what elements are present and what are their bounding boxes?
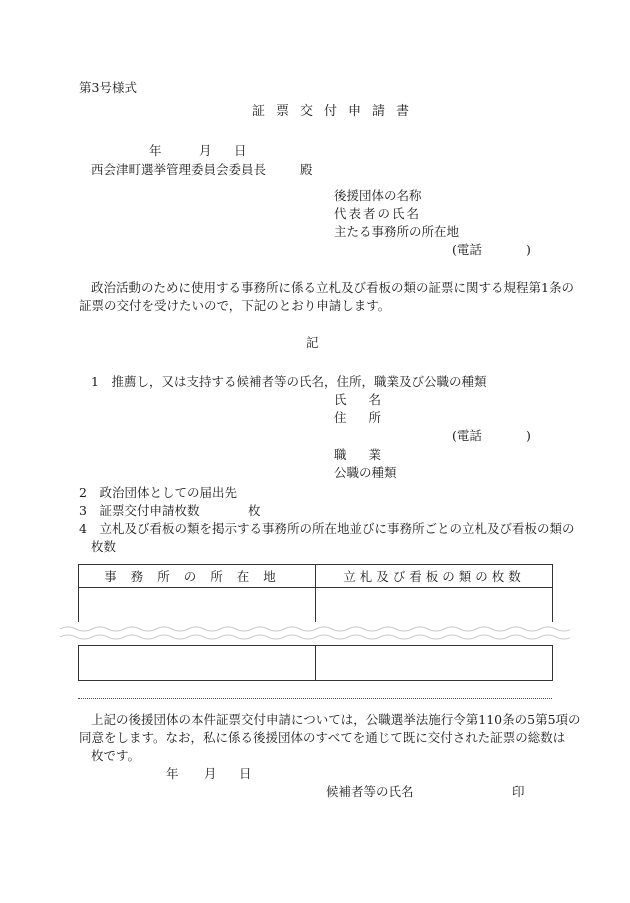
item4-text-line2: 枚数 bbox=[91, 539, 117, 554]
consent-line3: 枚です。 bbox=[91, 748, 141, 763]
consent-date-month: 月 bbox=[204, 766, 217, 781]
dotted-separator bbox=[78, 698, 552, 699]
form-number: 第3号様式 bbox=[79, 80, 137, 95]
rep-name-label: 代表者の氏名 bbox=[334, 206, 422, 221]
office-table-continued bbox=[78, 645, 553, 681]
item3-unit: 枚 bbox=[248, 503, 261, 518]
addressee-name: 西会津町選挙管理委員会委員長 bbox=[91, 162, 267, 177]
torn-wave-lines bbox=[60, 622, 570, 644]
sign-count-cell[interactable] bbox=[316, 588, 553, 623]
candidate-phone-open: (電話 bbox=[452, 428, 482, 443]
date-year-label: 年 bbox=[149, 143, 162, 158]
candidate-occupation-label: 職業 bbox=[334, 447, 404, 462]
ki-heading: 記 bbox=[306, 335, 319, 350]
candidate-office-type-label: 公職の種類 bbox=[334, 465, 397, 480]
body-text-line1: 政治活動のために使用する事務所に係る立札及び看板の類の証票に関する規程第1条の bbox=[91, 280, 574, 295]
item3-text: 3 証票交付申請枚数 bbox=[79, 503, 200, 518]
document-title: 証票交付申請書 bbox=[252, 104, 421, 119]
office-address-cell[interactable] bbox=[79, 646, 316, 681]
date-day-label: 日 bbox=[234, 143, 247, 158]
applicant-phone-open: (電話 bbox=[452, 242, 482, 257]
seal-mark: 印 bbox=[512, 784, 525, 799]
candidate-phone-close: ) bbox=[526, 428, 531, 443]
consent-date-day: 日 bbox=[239, 766, 252, 781]
consent-line1: 上記の後援団体の本件証票交付申請については，公職選挙法施行令第110条の5第5項の bbox=[91, 712, 581, 727]
candidate-signature-label: 候補者等の氏名 bbox=[326, 784, 414, 799]
candidate-address-label: 住所 bbox=[334, 410, 404, 425]
applicant-phone-close: ) bbox=[526, 242, 531, 257]
item2-text: 2 政治団体としての届出先 bbox=[79, 485, 237, 500]
sign-count-cell[interactable] bbox=[316, 646, 553, 681]
consent-line2: 同意をします。なお，私に係る後援団体のすべてを通じて既に交付された証票の総数は bbox=[79, 730, 566, 745]
addressee-honorific: 殿 bbox=[300, 162, 313, 177]
date-month-label: 月 bbox=[199, 143, 212, 158]
org-name-label: 後援団体の名称 bbox=[334, 188, 422, 203]
header-office-address: 事務所の所在地 bbox=[79, 565, 316, 588]
torn-break bbox=[60, 622, 570, 644]
office-table-header bbox=[79, 565, 553, 588]
header-sign-count: 立札及び看板の類の枚数 bbox=[316, 565, 553, 588]
table-row bbox=[79, 646, 553, 681]
body-text-line2: 証票の交付を受けたいので，下記のとおり申請します。 bbox=[79, 298, 391, 313]
candidate-name-label: 氏名 bbox=[334, 392, 404, 407]
office-address-label: 主たる事務所の所在地 bbox=[334, 224, 460, 239]
item4-text-line1: 4 立札及び看板の類を掲示する事務所の所在地並びに事務所ごとの立札及び看板の類の bbox=[79, 521, 575, 536]
item1-text: 1 推薦し，又は支持する候補者等の氏名，住所，職業及び公職の種類 bbox=[91, 374, 487, 389]
office-address-cell[interactable] bbox=[79, 588, 316, 623]
table-row bbox=[79, 588, 553, 623]
consent-date-year: 年 bbox=[166, 766, 179, 781]
office-table bbox=[78, 564, 553, 623]
